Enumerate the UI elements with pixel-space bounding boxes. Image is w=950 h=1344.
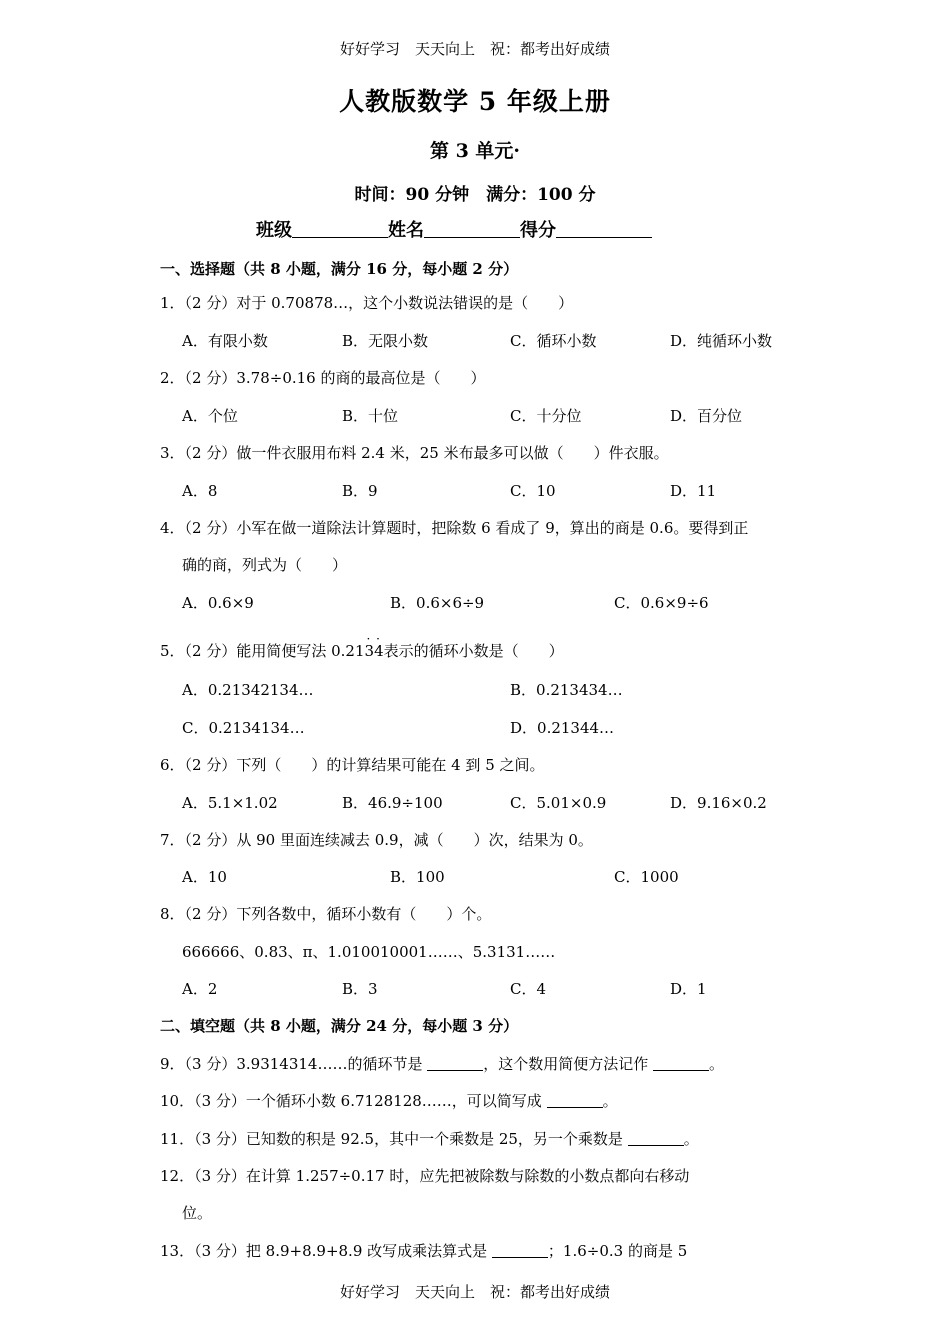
q6-option-b[interactable]: B．46.9÷100 bbox=[342, 794, 443, 812]
repeat-dot: · bbox=[366, 632, 371, 646]
class-label: 班级 bbox=[256, 220, 292, 241]
repeat-dot: · bbox=[376, 632, 380, 646]
page-title: 人教版数学 5 年级上册 bbox=[339, 87, 611, 116]
q4-option-c[interactable]: C．0.6×9÷6 bbox=[614, 594, 709, 612]
question-6: 6．（2 分）下列（ ）的计算结果可能在 4 到 5 之间。 bbox=[160, 756, 545, 774]
question-3: 3．（2 分）做一件衣服用布料 2.4 米，25 米布最多可以做（ ）件衣服。 bbox=[160, 444, 669, 462]
q5-option-b[interactable]: B．0.213434… bbox=[510, 681, 623, 699]
q13-answer-blank[interactable] bbox=[492, 1243, 548, 1258]
q9-answer-blank-2[interactable] bbox=[653, 1056, 709, 1071]
q3-option-a[interactable]: A．8 bbox=[182, 482, 218, 500]
repeating-decimal: 0.213 · 4 · bbox=[331, 632, 384, 660]
question-9: 9．（3 分）3.9314314……的循环节是 ，这个数用简便方法记作 。 bbox=[160, 1055, 725, 1073]
q2-option-c[interactable]: C．十分位 bbox=[510, 407, 582, 425]
question-2: 2．（2 分）3.78÷0.16 的商的最高位是（ ） bbox=[160, 369, 486, 387]
q5-option-d[interactable]: D．0.21344… bbox=[510, 719, 615, 737]
question-11: 11．（3 分）已知数的积是 92.5，其中一个乘数是 25，另一个乘数是 。 bbox=[160, 1130, 699, 1148]
q6-option-a[interactable]: A．5.1×1.02 bbox=[182, 794, 278, 812]
q5-option-c[interactable]: C．0.2134134… bbox=[182, 719, 305, 737]
q8-option-a[interactable]: A．2 bbox=[182, 980, 218, 998]
q9-answer-blank-1[interactable] bbox=[427, 1056, 483, 1071]
q4-option-b[interactable]: B．0.6×6÷9 bbox=[390, 594, 485, 612]
question-4-line-2: 确的商，列式为（ ） bbox=[182, 556, 348, 574]
q3-option-b[interactable]: B．9 bbox=[342, 482, 378, 500]
section-heading-choice: 一、选择题（共 8 小题，满分 16 分，每小题 2 分） bbox=[160, 260, 519, 278]
q7-option-a[interactable]: A．10 bbox=[182, 868, 227, 886]
q6-option-d[interactable]: D．9.16×0.2 bbox=[670, 794, 767, 812]
q8-number-list: 666666、0.83、π、1.010010001……、5.3131…… bbox=[182, 943, 556, 961]
q8-option-d[interactable]: D．1 bbox=[670, 980, 707, 998]
unit-subtitle: 第 3 单元· bbox=[429, 140, 521, 162]
score-blank[interactable] bbox=[556, 219, 652, 238]
q1-option-c[interactable]: C．循环小数 bbox=[510, 332, 597, 350]
q10-answer-blank[interactable] bbox=[547, 1093, 603, 1108]
q1-option-a[interactable]: A．有限小数 bbox=[182, 332, 268, 350]
student-fields bbox=[256, 216, 652, 242]
page-header: 好好学习 天天向上 祝：都考出好成绩 bbox=[339, 40, 610, 58]
question-12-line-2: 位。 bbox=[182, 1204, 213, 1222]
section-heading-fill: 二、填空题（共 8 小题，满分 24 分，每小题 3 分） bbox=[160, 1017, 519, 1035]
question-5: 5．（2 分）能用简便写法 0.213 · 4 · 表示的循环小数是（ ） bbox=[160, 632, 564, 660]
class-blank[interactable] bbox=[292, 219, 388, 238]
q2-option-a[interactable]: A．个位 bbox=[182, 407, 238, 425]
q5-option-a[interactable]: A．0.21342134… bbox=[182, 681, 314, 699]
exam-info: 时间：90 分钟 满分：100 分 bbox=[354, 185, 596, 205]
question-7: 7．（2 分）从 90 里面连续减去 0.9，减（ ）次，结果为 0。 bbox=[160, 831, 593, 849]
q7-option-c[interactable]: C．1000 bbox=[614, 868, 679, 886]
q2-option-d[interactable]: D．百分位 bbox=[670, 407, 743, 425]
question-10: 10．（3 分）一个循环小数 6.7128128……，可以简写成 。 bbox=[160, 1092, 618, 1110]
question-13: 13．（3 分）把 8.9+8.9+8.9 改写成乘法算式是 ；1.6÷0.3 的商是 5 bbox=[160, 1242, 688, 1260]
question-8: 8．（2 分）下列各数中，循环小数有（ ）个。 bbox=[160, 905, 492, 923]
q1-option-b[interactable]: B．无限小数 bbox=[342, 332, 429, 350]
q1-option-d[interactable]: D．纯循环小数 bbox=[670, 332, 773, 350]
q6-option-c[interactable]: C．5.01×0.9 bbox=[510, 794, 607, 812]
name-blank[interactable] bbox=[424, 219, 520, 238]
q11-answer-blank[interactable] bbox=[628, 1131, 684, 1146]
q2-option-b[interactable]: B．十位 bbox=[342, 407, 399, 425]
question-4-line-1: 4．（2 分）小军在做一道除法计算题时，把除数 6 看成了 9，算出的商是 0.6。要得到正 bbox=[160, 519, 749, 537]
name-label: 姓名 bbox=[388, 220, 424, 241]
q3-option-c[interactable]: C．10 bbox=[510, 482, 556, 500]
page-footer: 好好学习 天天向上 祝：都考出好成绩 bbox=[339, 1283, 610, 1301]
q7-option-b[interactable]: B．100 bbox=[390, 868, 445, 886]
question-12-line-1: 12．（3 分）在计算 1.257÷0.17 时，应先把被除数与除数的小数点都向右移动 bbox=[160, 1167, 690, 1185]
question-1: 1．（2 分）对于 0.70878…，这个小数说法错误的是（ ） bbox=[160, 294, 574, 312]
q3-option-d[interactable]: D．11 bbox=[670, 482, 717, 500]
q8-option-b[interactable]: B．3 bbox=[342, 980, 378, 998]
q4-option-a[interactable]: A．0.6×9 bbox=[182, 594, 254, 612]
score-label: 得分 bbox=[520, 220, 556, 241]
q8-option-c[interactable]: C．4 bbox=[510, 980, 547, 998]
